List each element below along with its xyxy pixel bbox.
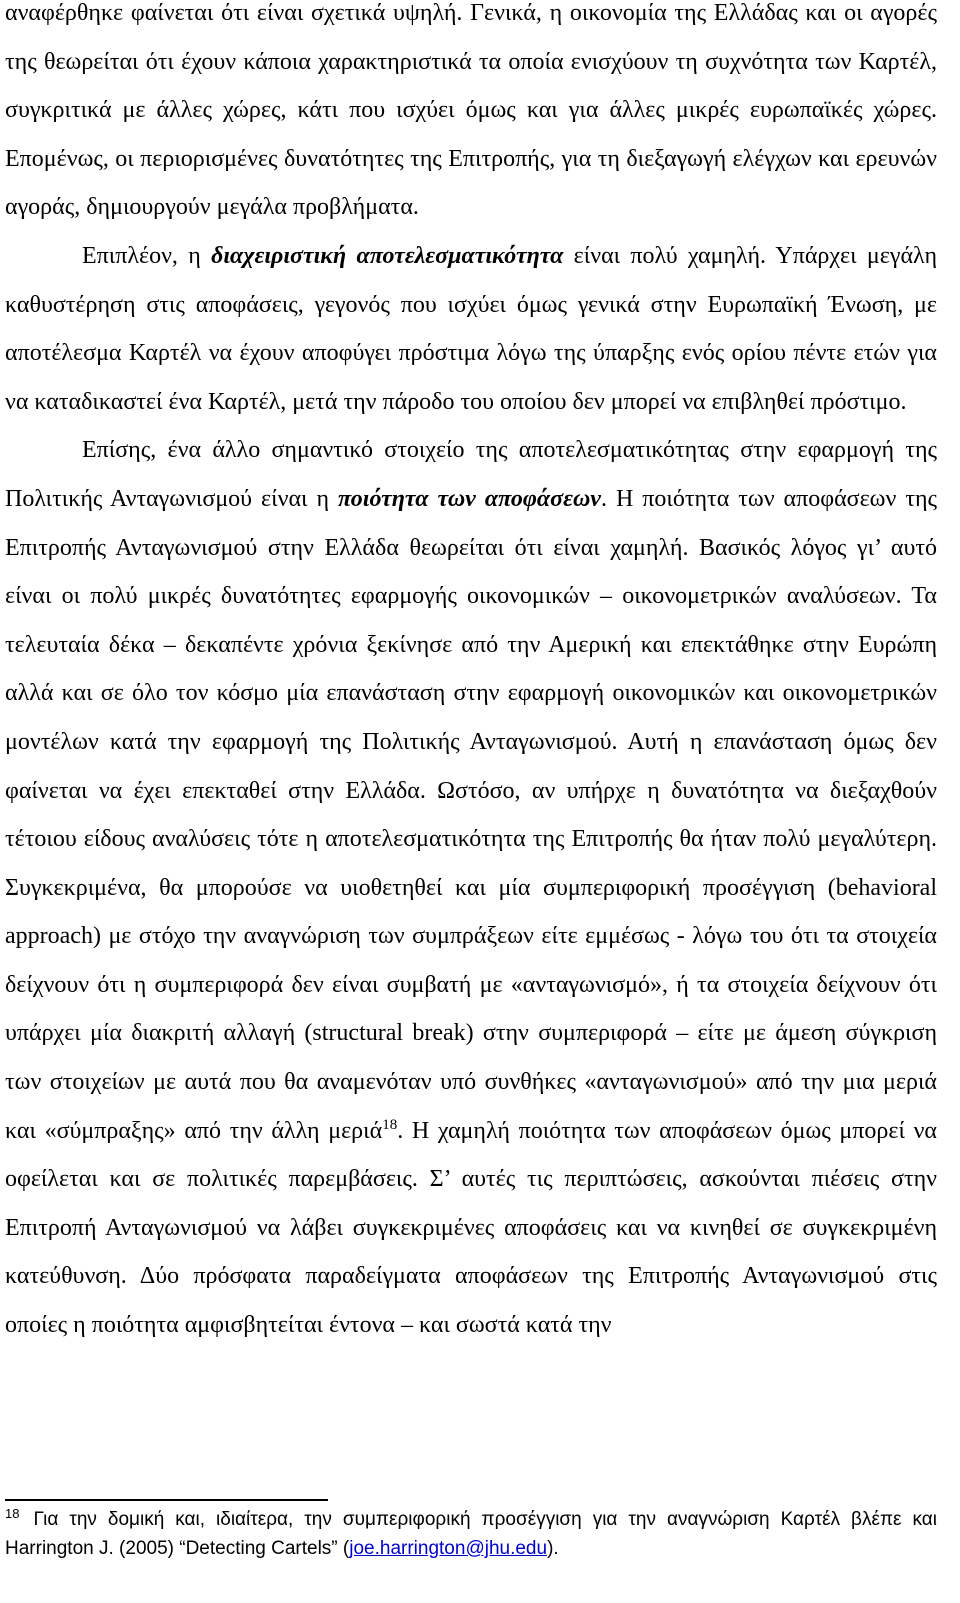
footnote-close: ). [547, 1538, 559, 1559]
document-page [5, 0, 937, 1350]
emphasis-management-effectiveness: διαχειριστική αποτελεσματικότητα [211, 242, 564, 269]
paragraph-3-lead: Επίσης, ένα άλλο σημαντικό στοιχείο της αποτελεσματικότητας στην εφαρμογή της Πολιτικής Ανταγωνισμού είναι η [5, 437, 937, 512]
paragraph-2 [5, 232, 937, 426]
emphasis-decision-quality: ποιότητα των αποφάσεων [338, 485, 601, 512]
footnote-reference[interactable]: 18 [382, 1116, 398, 1133]
paragraph-3-tail: . Η χαμηλή ποιότητα των αποφάσεων όμως μπορεί να οφείλεται και σε πολιτικές παρεμβάσεις. Σ’ αυτές τις περιπτώσεις, ασκούνται πιέσεις στην Επιτροπή Ανταγωνισμού να λάβει συγκεκριμένες αποφάσεις και να κινηθεί σε συγκεκριμένη κατεύθυνση. Δύο πρόσφατα παραδείγματα αποφάσεων της Επιτροπής Ανταγωνισμού στις οποίες η ποιότητα αμφισβητείται έντονα – και σωστά κατά την [5, 1117, 938, 1339]
footnote-separator [5, 1499, 328, 1501]
footnote-text: Για την δομική και, ιδιαίτερα, την συμπεριφορική προσέγγιση για την αναγνώριση Καρτέλ βλέπε και Harrington J. (2005) “Detecting Cartels” ( [5, 1509, 937, 1559]
paragraph-2-body: είναι πολύ χαμηλή. Υπάρχει μεγάλη καθυστέρηση στις αποφάσεις, γεγονός που ισχύει όμως γενικά στην Ευρωπαϊκή Ένωση, με αποτέλεσμα Καρτέλ να έχουν αποφύγει πρόστιμα λόγω της ύπαρξης ενός ορίου πέντε ετών για να καταδικαστεί ένα Καρτέλ, μετά την πάροδο του οποίου δεν μπορεί να επιβληθεί πρόστιμο. [5, 242, 937, 415]
footnote-email-link[interactable]: joe.harrington@jhu.edu [349, 1538, 548, 1559]
paragraph-3-body: . Η ποιότητα των αποφάσεων της Επιτροπής Ανταγωνισμού στην Ελλάδα θεωρείται ότι είναι χαμηλή. Βασικός λόγος γι’ αυτό είναι οι πολύ μικρές δυνατότητες εφαρμογής οικονομικών – οικονομετρικών αναλύσεων. Τα τελευταία δέκα – δεκαπέντε χρόνια ξεκίνησε από την Αμερική και επεκτάθηκε στην Ευρώπη αλλά και σε όλο τον κόσμο μία επανάσταση στην εφαρμογή οικονομικών και οικονομετρικών μοντέλων κατά την εφαρμογή της Πολιτικής Ανταγωνισμού. Αυτή η επανάσταση όμως δεν φαίνεται να έχει επεκταθεί στην Ελλάδα. Ωστόσο, αν υπήρχε η δυνατότητα να διεξαχθούν τέτοιου είδους αναλύσεις τότε η αποτελεσματικότητα της Επιτροπής θα ήταν πολύ μεγαλύτερη. Συγκεκριμένα, θα μπορούσε να υιοθετηθεί και μία συμπεριφορική προσέγγιση (behavioral approach) με στόχο την αναγνώριση των συμπράξεων είτε εμμέσως - λόγω του ότι τα στοιχεία δείχνουν ότι η συμπεριφορά δεν είναι συμβατή με «ανταγωνισμό», ή τα στοιχεία δείχνουν ότι υπάρχει μία διακριτή αλλαγή (structural break) στην συμπεριφορά – είτε με άμεση σύγκριση των στοιχείων με αυτά που θα αναμενόταν υπό συνθήκες «ανταγωνισμού» από την μια μεριά και «σύμπραξης» από την άλλη μεριά [5, 485, 938, 1144]
paragraph-1-text: αναφέρθηκε φαίνεται ότι είναι σχετικά υψηλή. Γενικά, η οικονομία της Ελλάδας και οι αγορές της θεωρείται ότι έχουν κάποια χαρακτηριστικά τα οποία ενισχύουν τη συχνότητα των Καρτέλ, συγκριτικά με άλλες χώρες, κάτι που ισχύει όμως και για άλλες μικρές ευρωπαϊκές χώρες. Επομένως, οι περιορισμένες δυνατότητες της Επιτροπής, για τη διεξαγωγή ελέγχων και ερευνών αγοράς, δημιουργούν μεγάλα προβλήματα. [5, 0, 937, 221]
paragraph-2-lead: Επιπλέον, η [82, 242, 212, 269]
paragraph-3 [5, 426, 937, 1349]
paragraph-1 [5, 0, 937, 232]
footnote [5, 1505, 937, 1563]
footnote-number: 18 [5, 1505, 20, 1521]
